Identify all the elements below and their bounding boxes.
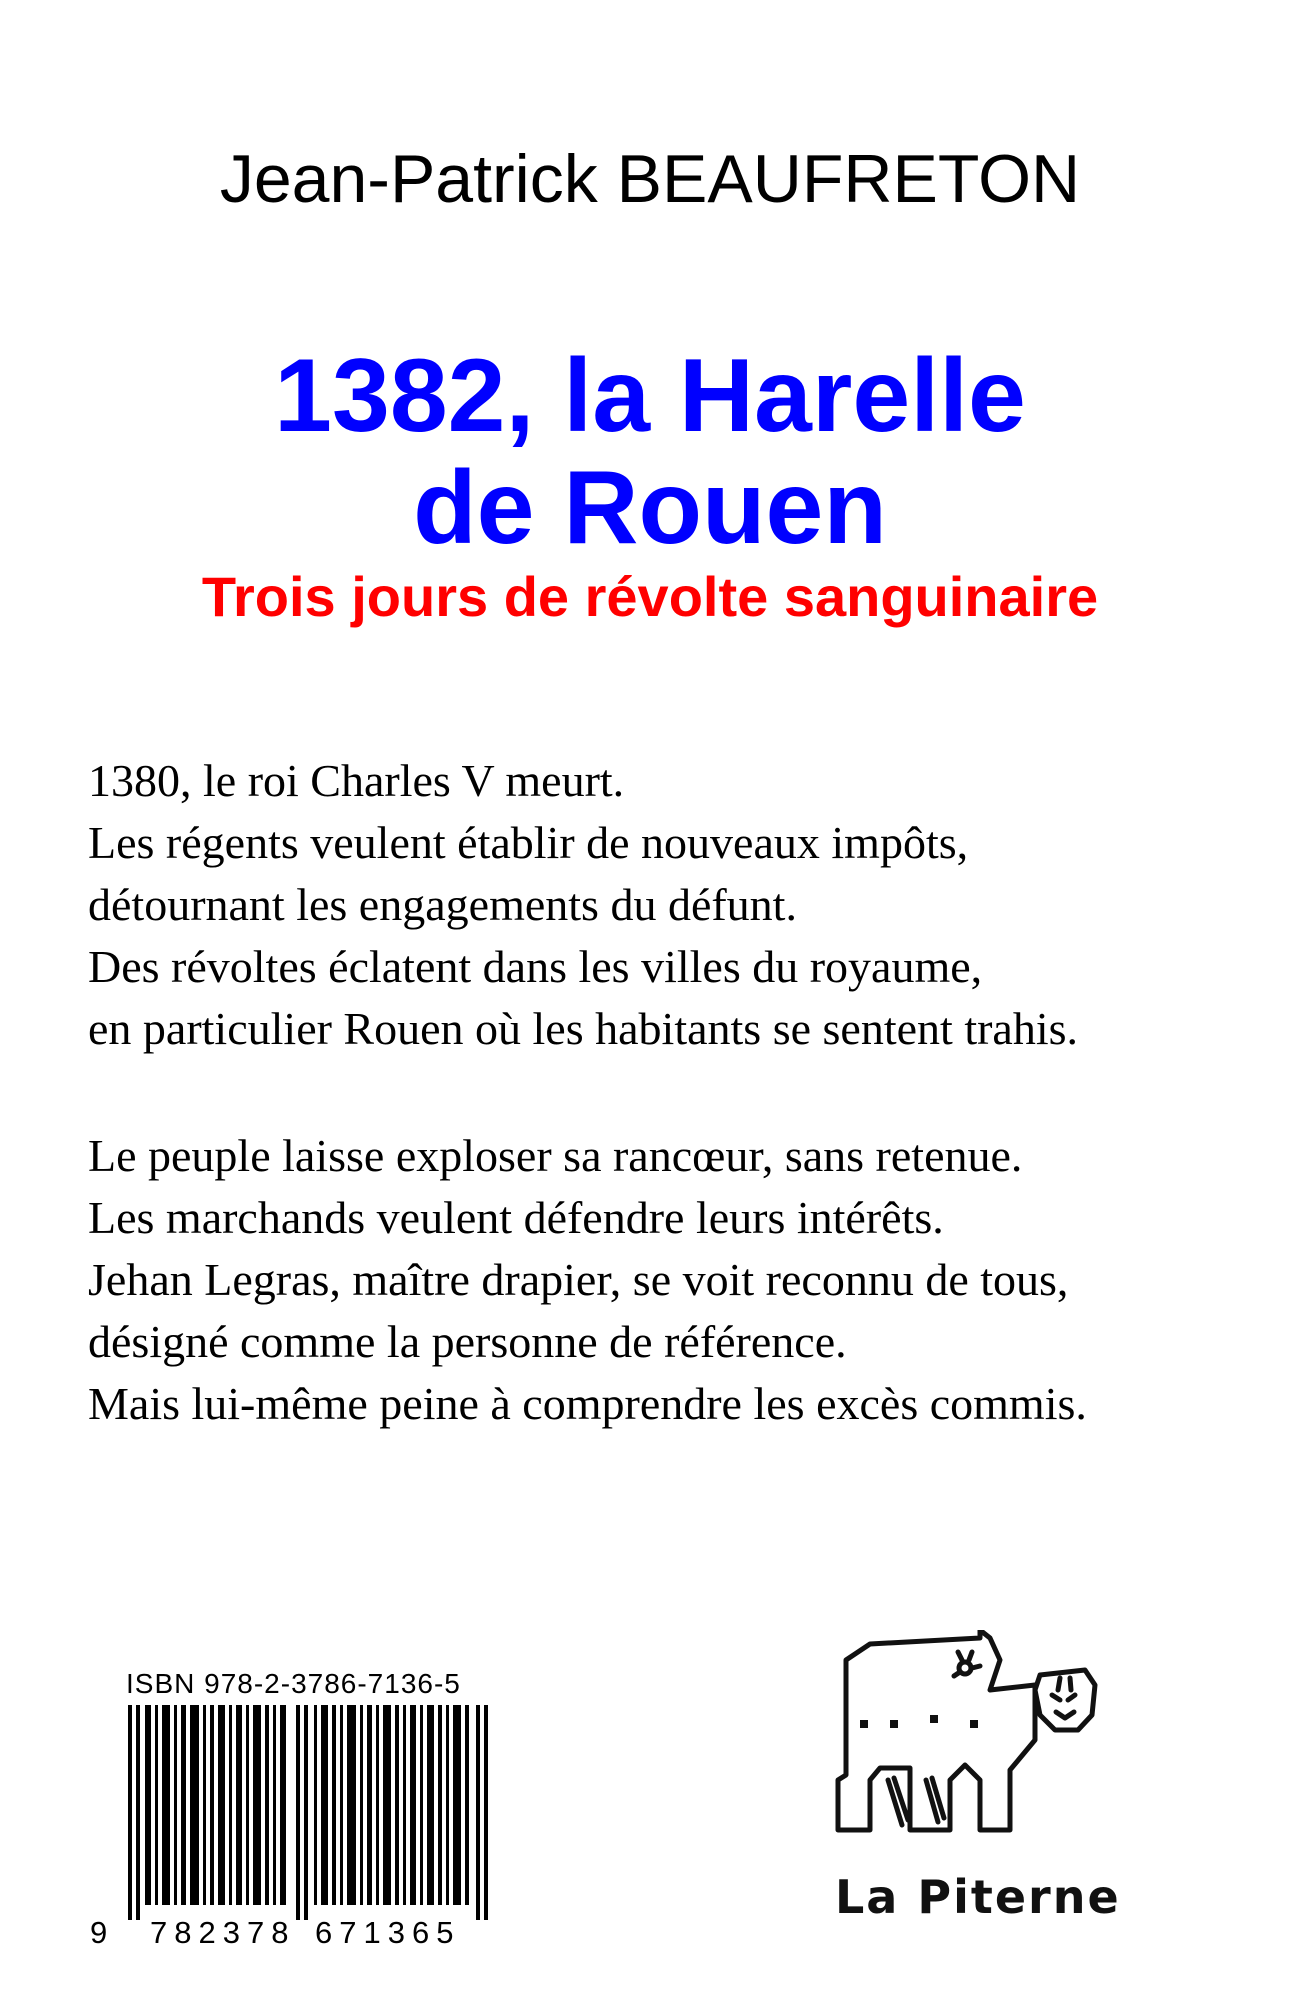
book-subtitle: Trois jours de révolte sanguinaire [201, 565, 1099, 628]
blurb-paragraph-1 [88, 750, 1268, 1060]
isbn-label: ISBN 978-2-3786-7136-5 [126, 1668, 461, 1699]
blurb-line: Les régents veulent établir de nouveaux impôts, [88, 817, 969, 868]
blurb-line: en particulier Rouen où les habitants se sentent trahis. [88, 1003, 1079, 1054]
barcode-digits-left: 782378 [150, 1915, 296, 1950]
blurb-line: désigné comme la personne de référence. [88, 1316, 847, 1367]
bear-logo-icon [830, 1630, 1130, 1865]
blurb-line: Mais lui-même peine à comprendre les excès commis. [88, 1378, 1087, 1429]
book-title-line-1: 1382, la Harelle [274, 338, 1026, 454]
blurb-line: Le peuple laisse exploser sa rancœur, sans retenue. [88, 1130, 1023, 1181]
blurb-paragraph-2 [88, 1125, 1268, 1435]
blurb-line: détournant les engagements du défunt. [88, 879, 797, 930]
blurb-line: 1380, le roi Charles V meurt. [88, 755, 625, 806]
blurb-line: Des révoltes éclatent dans les villes du royaume, [88, 941, 983, 992]
barcode-digits-right: 671365 [315, 1915, 461, 1950]
blurb-line: Les marchands veulent défendre leurs intérêts. [88, 1192, 944, 1243]
book-title-line-2: de Rouen [413, 450, 887, 566]
blurb-line: Jehan Legras, maître drapier, se voit reconnu de tous, [88, 1254, 1069, 1305]
barcode-digit-first: 9 [90, 1915, 115, 1950]
publisher-name: La Piterne [835, 1870, 1121, 1924]
author-name: Jean-Patrick BEAUFRETON [219, 141, 1081, 217]
barcode-icon [118, 1705, 498, 1920]
